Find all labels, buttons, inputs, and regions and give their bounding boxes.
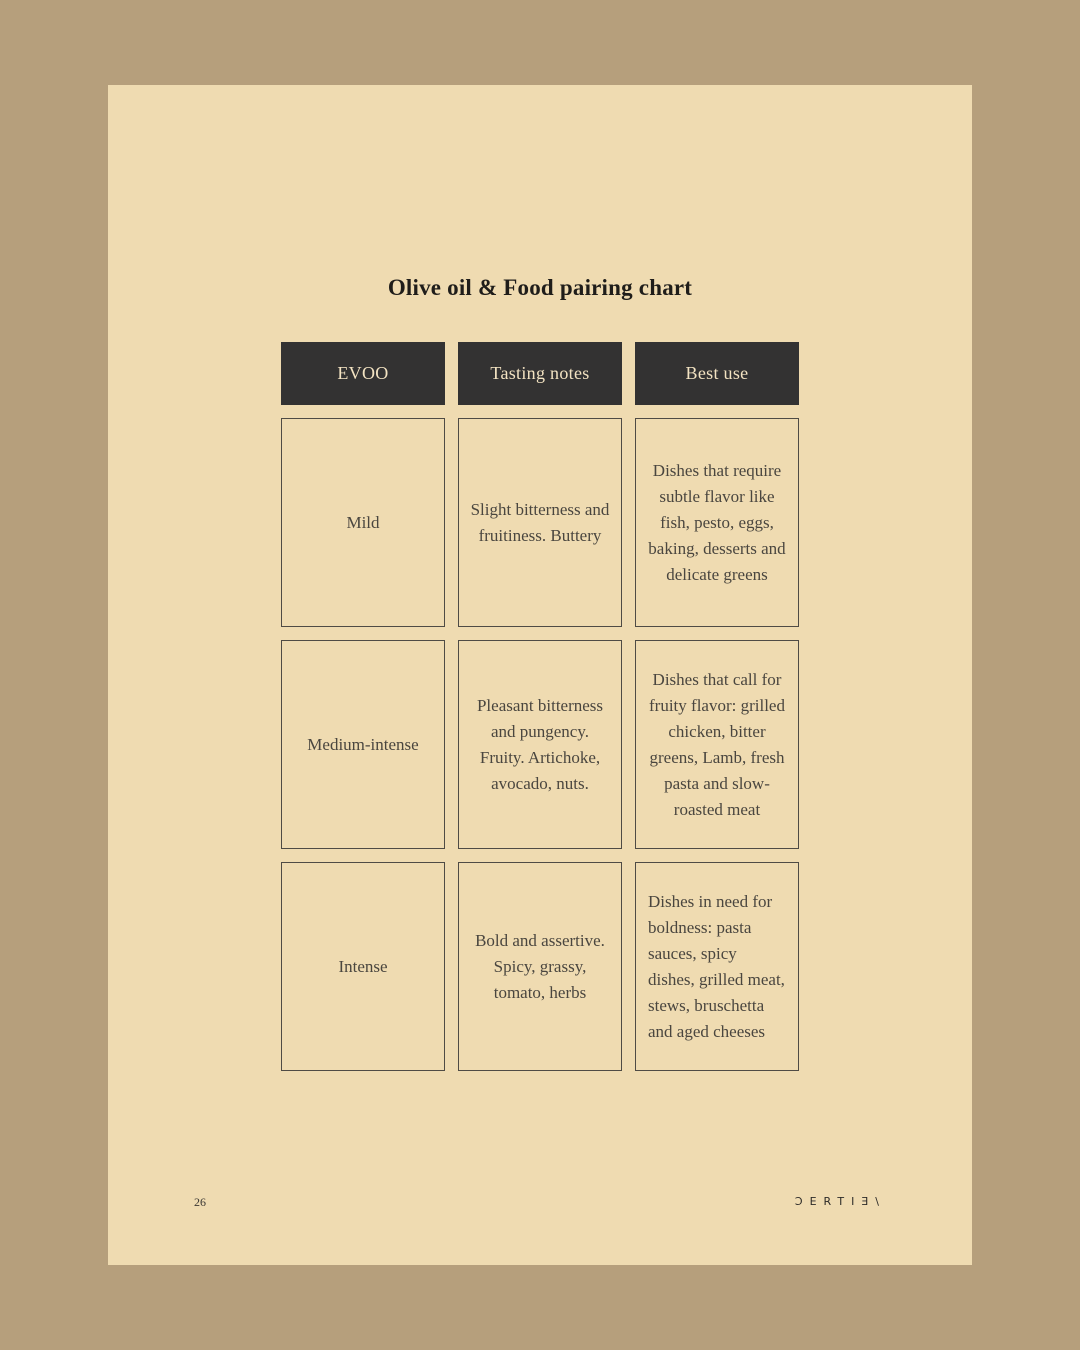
brand-logo-text: ƆERTIƎ\ [794, 1195, 886, 1208]
header-best-use: Best use [635, 342, 799, 405]
pairing-table [281, 342, 799, 1084]
cell-tasting-notes: Slight bitterness and fruitiness. Buttery [458, 418, 622, 627]
page-number: 26 [194, 1195, 206, 1209]
header-tasting-notes: Tasting notes [458, 342, 622, 405]
page-title: Olive oil & Food pairing chart [387, 275, 693, 300]
table-body [281, 418, 799, 1071]
cell-evoo: Mild [281, 418, 445, 627]
header-evoo: EVOO [281, 342, 445, 405]
cell-best-use: Dishes that call for fruity flavor: grilled chicken, bitter greens, Lamb, fresh pasta and slow-roasted meat [635, 640, 799, 849]
cell-evoo: Intense [281, 862, 445, 1071]
table-row [281, 418, 799, 627]
cell-tasting-notes: Bold and assertive. Spicy, grassy, tomato, herbs [458, 862, 622, 1071]
table-row [281, 640, 799, 849]
cell-evoo: Medium-intense [281, 640, 445, 849]
table-row [281, 862, 799, 1071]
cell-best-use: Dishes in need for boldness: pasta sauces, spicy dishes, grilled meat, stews, bruschetta and aged cheeses [635, 862, 799, 1071]
cell-best-use: Dishes that require subtle flavor like fish, pesto, eggs, baking, desserts and delicate greens [635, 418, 799, 627]
document-page [108, 85, 972, 1265]
cell-tasting-notes: Pleasant bitterness and pungency. Fruity. Artichoke, avocado, nuts. [458, 640, 622, 849]
table-header-row [281, 342, 799, 405]
